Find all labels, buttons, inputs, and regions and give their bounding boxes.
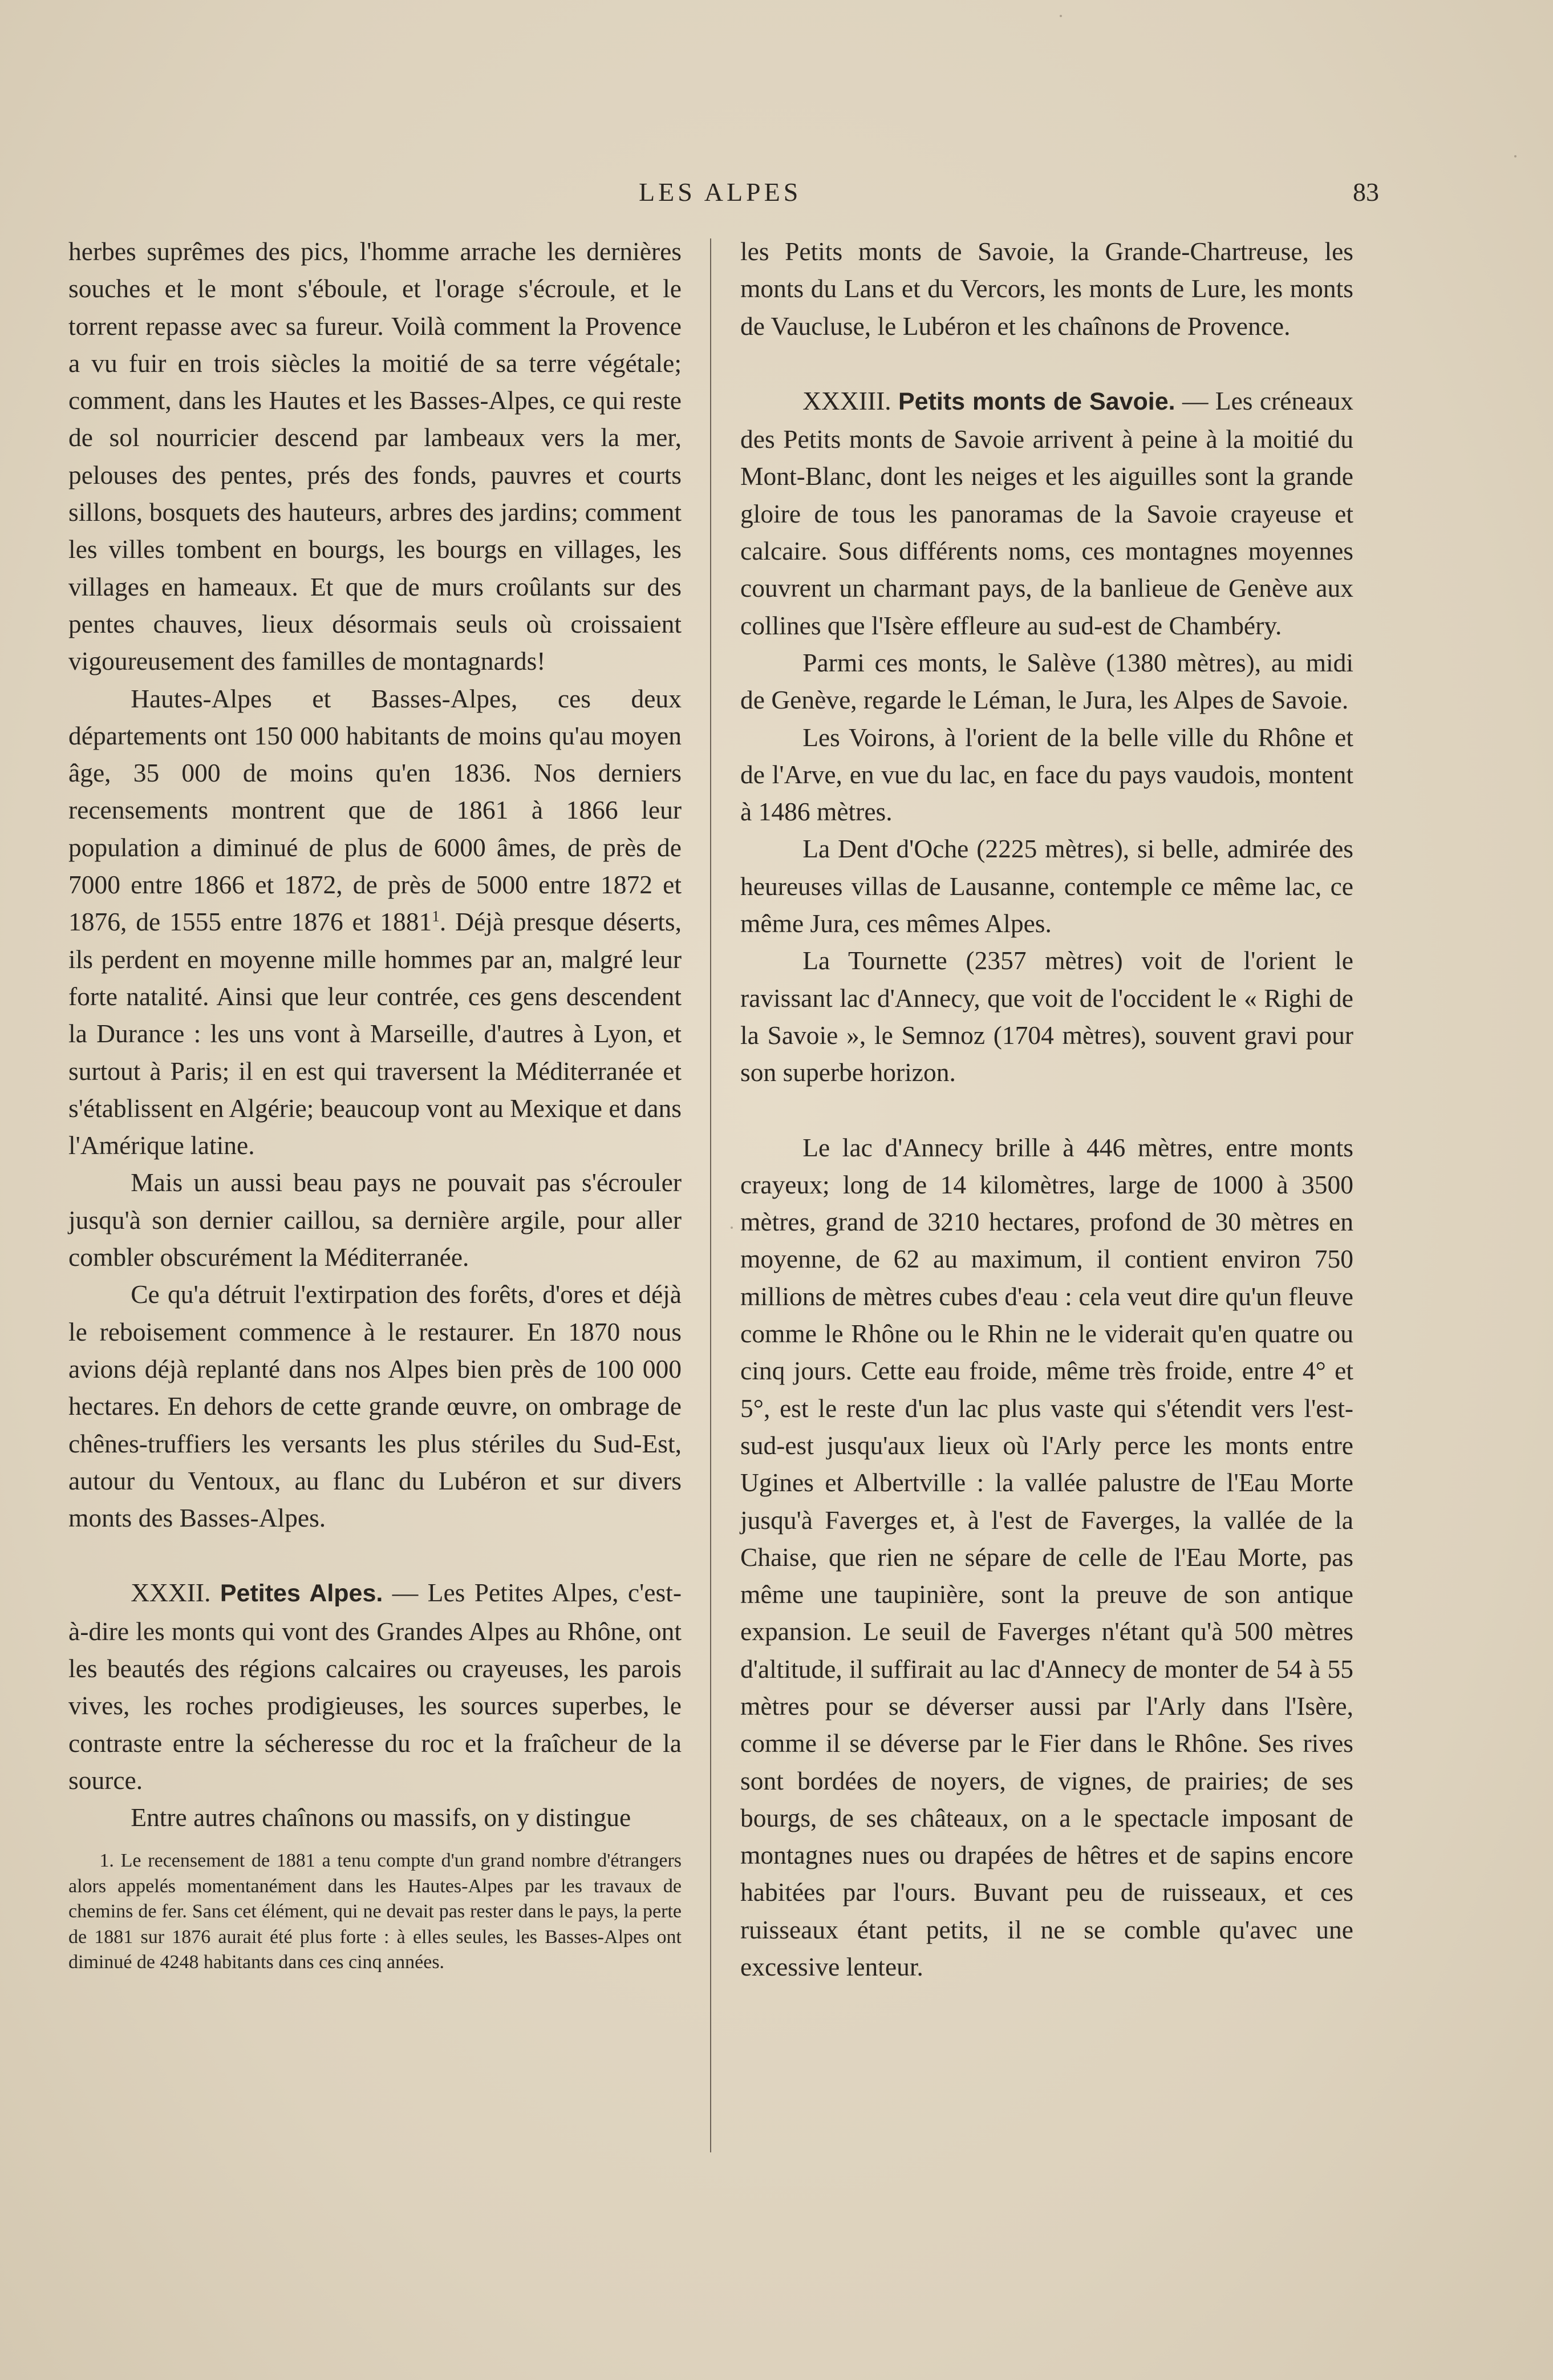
footnote-number: 1.	[99, 1850, 114, 1872]
paragraph: Parmi ces monts, le Salève (1380 mètres), au midi de Genève, regarde le Léman, le Jura, les Alpes de Savoie.	[740, 647, 1353, 715]
section-text: — Les créneaux des Petits monts de Savoie arrivent à peine à la moitié du Mont-Blanc, dont les neiges et les aiguilles sont la grande gloire de tous les panoramas de la Savoie crayeuse et calcaire. Sous différents noms, ces montagnes moyennes couvrent un charmant pays, de la banlieue de Genève aux collines que l'Isère effleure au sud-est de Chambéry.	[740, 386, 1354, 640]
left-column	[68, 233, 682, 1976]
section-text: — Les Petites Alpes, c'est-à-dire les monts qui vont des Grandes Alpes au Rhône, ont les beautés des régions calcaires ou crayeuses, les parois vives, les roches prodigieuses, les sources superbes, le contraste entre la sécheresse du roc et la fraîcheur de la source.	[68, 1578, 682, 1795]
paragraph: La Dent d'Oche (2225 mètres), si belle, admirée des heureuses villas de Lausanne, contemple ce même lac, ce même Jura, ces mêmes Alpes.	[740, 834, 1353, 938]
paragraph: Entre autres chaînons ou massifs, on y distingue	[131, 1803, 631, 1832]
footnote-ref: 1	[432, 908, 440, 925]
paragraph: Le lac d'Annecy brille à 446 mètres, entre monts crayeux; long de 14 kilomètres, large de 1000 à 3500 mètres, grand de 3210 hectares, profond de 30 mètres en moyenne, de 62 au maximum, il contient environ 750 millions de mètres cubes d'eau : cela veut dire qu'un fleuve comme le Rhône ou le Rhin ne le viderait qu'en quatre ou cinq jours. Cette eau froide, même très froide, entre 4° et 5°, est le reste d'un lac plus vaste qui s'étendit vers l'est-sud-est jusqu'aux lieux où l'Arly perce les monts entre Ugines et Albertville : la vallée palustre de l'Eau Morte jusqu'à Faverges et, à l'est de Faverges, la vallée de la Chaise, que rien ne sépare de celle de l'Eau Morte, pas même une taupinière, sont la preuve de son antique expansion. Le seuil de Faverges n'étant qu'à 500 mètres d'altitude, il suffirait au lac d'Annecy de monter de 54 à 55 mètres pour se déverser aussi par l'Arly dans l'Isère, comme il se déverse par le Fier dans le Rhône. Ses rives sont bordées de noyers, de vignes, de prairies; de ses bourgs, de ses châteaux, on a le spectacle imposant de montagnes nues ou drapées de hêtres et de sapins encore habitées par l'ours. Buvant peu de ruisseaux, et ces ruisseaux étant petits, il ne se comble qu'avec une excessive lenteur.	[740, 1132, 1353, 1982]
paragraph: les Petits monts de Savoie, la Grande-Chartreuse, les monts du Lans et du Vercors, les monts de Lure, les monts de Vaucluse, le Lubéron et les chaînons de Provence.	[740, 237, 1353, 341]
section-number: XXXII.	[131, 1578, 211, 1608]
paragraph-text-cont: . Déjà presque déserts, ils perdent en moyenne mille hommes par an, malgré leur forte natalité. Ainsi que leur contrée, ces gens descendent la Durance : les uns vont à Marseille, d'autres à Lyon, et surtout à Paris; il en est qui traversent la Méditerranée et s'établissent en Algérie; beaucoup vont au Mexique et dans l'Amérique latine.	[68, 907, 682, 1160]
paragraph: La Tournette (2357 mètres) voit de l'orient le ravissant lac d'Annecy, que voit de l'occident le « Righi de la Savoie », le Semnoz (1704 mètres), souvent gravi pour son superbe horizon.	[740, 946, 1353, 1087]
paragraph	[68, 680, 682, 1164]
section-heading: Petits monts de Savoie.	[898, 387, 1175, 415]
section-xxxiii	[740, 382, 1353, 644]
paragraph: Ce qu'a détruit l'extirpation des forêts, d'ores et déjà le reboisement commence à le restaurer. En 1870 nous avions déjà replanté dans nos Alpes bien près de 100 000 hectares. En dehors de cette grande œuvre, on ombrage de chênes-truffiers les versants les plus stériles du Sud-Est, autour du Ventoux, au flanc du Lubéron et sur divers monts des Basses-Alpes.	[68, 1280, 682, 1533]
page-number: 83	[1353, 177, 1379, 207]
paper-speck	[731, 1227, 733, 1229]
running-head	[0, 177, 1553, 211]
right-column	[740, 233, 1353, 1985]
paper-speck	[1060, 15, 1062, 17]
footnote-text: Le recensement de 1881 a tenu compte d'un grand nombre d'étrangers alors appelés momentanément dans les Hautes-Alpes par les travaux de chemins de fer. Sans cet élément, qui ne devait pas rester dans le pays, la perte de 1881 sur 1876 aurait été plus forte : à elles seules, les Basses-Alpes ont diminué de 4248 habitants dans ces cinq années.	[68, 1850, 682, 1973]
section-number: XXXIII.	[802, 386, 891, 415]
section-xxxii	[68, 1574, 682, 1799]
paragraph: Les Voirons, à l'orient de la belle ville du Rhône et de l'Arve, en vue du lac, en face du pays vaudois, montent à 1486 mètres.	[740, 722, 1353, 827]
running-title: LES ALPES	[639, 177, 802, 207]
section-heading: Petites Alpes.	[220, 1580, 383, 1608]
paragraph: Mais un aussi beau pays ne pouvait pas s'écrouler jusqu'à son dernier caillou, sa dernière argile, pour aller combler obscurément la Méditerranée.	[68, 1168, 682, 1272]
paragraph: herbes suprêmes des pics, l'homme arrache les dernières souches et le mont s'éboule, et l'orage s'écroule, et le torrent repasse avec sa fureur. Voilà comment la Provence a vu fuir en trois siècles la moitié de sa terre végétale; comment, dans les Hautes et les Basses-Alpes, ce qui reste de sol nourricier descend par lambeaux vers la mer, pelouses des pentes, prés des fonds, pauvres et courts sillons, bosquets des hauteurs, arbres des jardins; comment les villes tombent en bourgs, les bourgs en villages, les villages en hameaux. Et que de murs croûlants sur des pentes chauves, lieux désormais seuls où croissaient vigoureusement des familles de montagnards!	[68, 237, 682, 676]
footnote	[68, 1848, 682, 1976]
paragraph-text: Hautes-Alpes et Basses-Alpes, ces deux départements ont 150 000 habitants de moins qu'au moyen âge, 35 000 de moins qu'en 1836. Nos derniers recensements montrent que de 1861 à 1866 leur population a diminué de plus de 6000 âmes, de près de 7000 entre 1866 et 1872, de près de 5000 entre 1872 et 1876, de 1555 entre 1876 et 1881	[68, 683, 682, 937]
column-rule	[710, 238, 711, 2152]
paper-speck	[1514, 155, 1516, 157]
